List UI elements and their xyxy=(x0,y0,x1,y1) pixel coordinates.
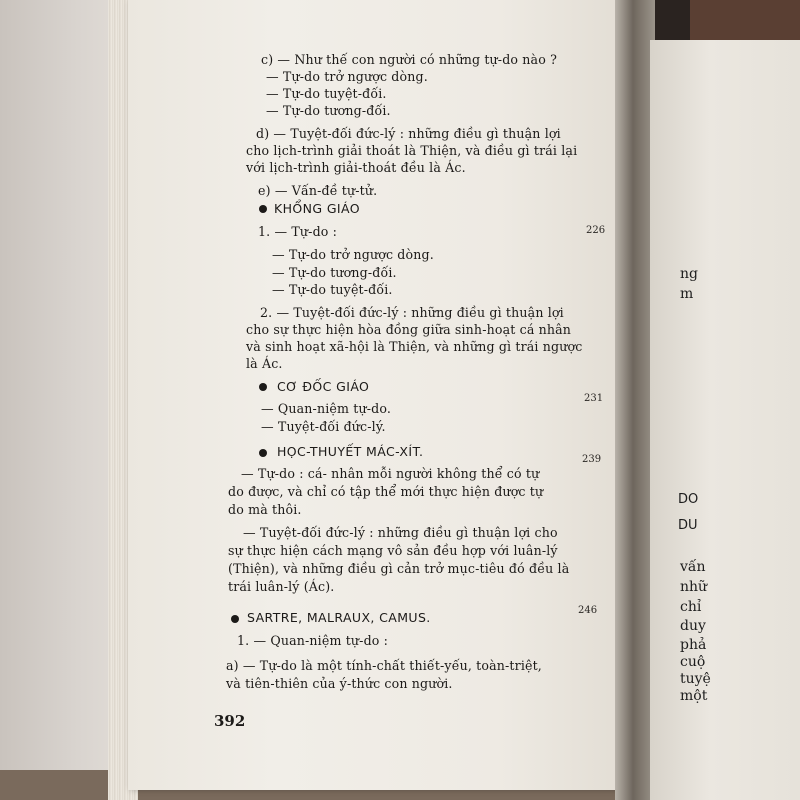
page-reference: 231 xyxy=(584,393,604,404)
book-gutter xyxy=(615,0,655,800)
text-line: — Tuyệt-đối đức-lý. xyxy=(261,419,386,434)
text-line: a) — Tự-do là một tính-chất thiết-yếu, toàn-triệt, xyxy=(226,658,542,673)
section-heading: KHỔNG GIÁO xyxy=(274,201,360,216)
adjacent-text-fragment: DU xyxy=(678,518,698,533)
adjacent-text-fragment: nhữ xyxy=(680,579,708,595)
text-line: 1. — Quan-niệm tự-do : xyxy=(237,633,389,648)
adjacent-text-fragment: tuyệ xyxy=(680,671,711,687)
text-line: d) — Tuyệt-đối đức-lý : những điều gì thuận lợi xyxy=(256,126,561,141)
adjacent-text-fragment: vấn xyxy=(680,559,706,575)
text-line: e) — Vấn-đề tự-tử. xyxy=(258,183,378,198)
text-line: — Tự-do tương-đối. xyxy=(266,103,391,118)
text-line: cho sự thực hiện hòa đồng giữa sinh-hoạt cá nhân xyxy=(246,322,572,337)
bullet-icon xyxy=(259,449,267,457)
text-line: và sinh hoạt xã-hội là Thiện, và những gì trái ngược xyxy=(246,339,583,354)
text-line: trái luân-lý (Ác). xyxy=(228,579,335,594)
page-reference: 226 xyxy=(586,225,606,236)
adjacent-text-fragment: một xyxy=(680,688,708,704)
bullet-icon xyxy=(231,615,239,623)
text-line: do mà thôi. xyxy=(228,502,302,517)
text-line: — Tự-do trở ngược dòng. xyxy=(266,69,428,84)
section-heading: CƠ ĐỐC GIÁO xyxy=(277,379,370,394)
text-line: — Tự-do : cá- nhân mỗi người không thể có tự xyxy=(241,466,540,481)
adjacent-text-fragment: chỉ xyxy=(680,599,702,615)
adjacent-text-fragment: DO xyxy=(678,492,699,507)
text-line: — Tuyệt-đối đức-lý : những điều gì thuận lợi cho xyxy=(243,525,558,540)
text-line: 1. — Tự-do : xyxy=(258,224,338,239)
page-reference: 246 xyxy=(578,605,598,616)
text-line: — Tự-do tuyệt-đối. xyxy=(266,86,387,101)
text-line: — Tự-do trở ngược dòng. xyxy=(272,247,434,262)
text-line: — Quan-niệm tự-do. xyxy=(261,401,391,416)
page-reference: 239 xyxy=(582,454,602,465)
text-line: (Thiện), và những điều gì cản trở mục-tiêu đó đều là xyxy=(228,561,570,576)
text-line: c) — Như thế con người có những tự-do nào ? xyxy=(261,52,558,67)
text-line: sự thực hiện cách mạng vô sản đều hợp với luân-lý xyxy=(228,543,558,558)
text-line: và tiên-thiên của ý-thức con người. xyxy=(226,676,453,691)
text-line: là Ác. xyxy=(246,356,283,371)
adjacent-page xyxy=(650,40,800,800)
bullet-icon xyxy=(259,383,267,391)
adjacent-text-fragment: phả xyxy=(680,637,707,653)
text-line: cho lịch-trình giải thoát là Thiện, và điều gì trái lại xyxy=(246,143,578,158)
text-line: — Tự-do tương-đối. xyxy=(272,265,397,280)
text-line: 2. — Tuyệt-đối đức-lý : những điều gì thuận lợi xyxy=(260,305,564,320)
text-line: do được, và chỉ có tập thể mới thực hiện được tự xyxy=(228,484,544,499)
adjacent-text-fragment: duy xyxy=(680,618,706,634)
adjacent-text-fragment: m xyxy=(680,286,694,302)
text-line: với lịch-trình giải-thoát đều là Ác. xyxy=(246,160,466,175)
book-page xyxy=(128,0,620,790)
page-number: 392 xyxy=(214,712,246,730)
adjacent-text-fragment: cuộ xyxy=(680,654,706,670)
section-heading: SARTRE, MALRAUX, CAMUS. xyxy=(247,610,431,625)
text-line: — Tự-do tuyệt-đối. xyxy=(272,282,393,297)
section-heading: HỌC-THUYẾT MÁC-XÍT. xyxy=(277,444,424,459)
bullet-icon xyxy=(259,205,267,213)
adjacent-text-fragment: ng xyxy=(680,266,698,282)
